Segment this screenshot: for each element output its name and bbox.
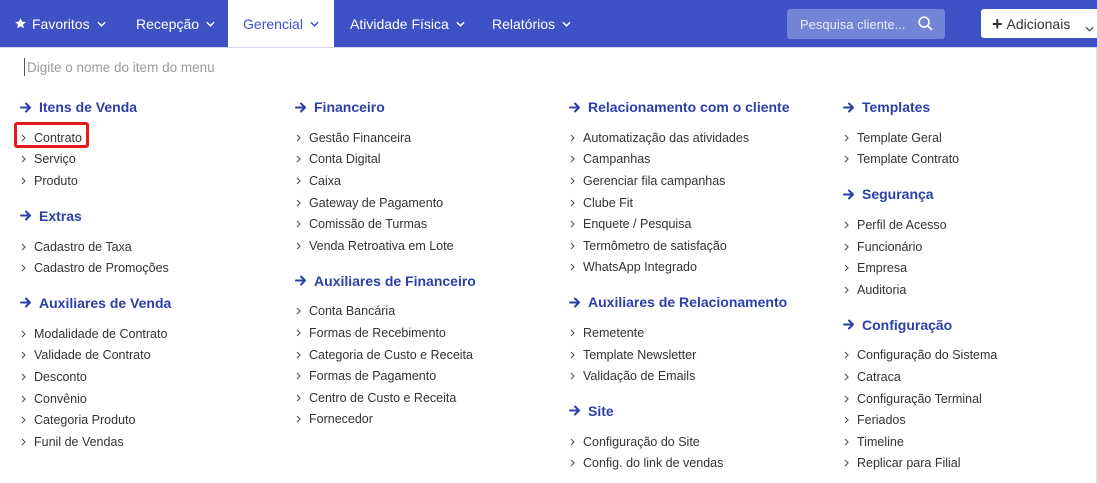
arrow-right-icon — [20, 102, 32, 113]
menu-item-label: Categoria de Custo e Receita — [309, 347, 473, 362]
menu-item-gerenciar-fila-campanhas[interactable] — [569, 170, 790, 192]
chevron-right-icon — [844, 395, 857, 403]
chevron-right-icon — [570, 372, 583, 380]
menu-item-gateway-de-pagamento[interactable] — [295, 192, 476, 214]
chevron-right-icon — [844, 243, 857, 251]
section-title-label: Auxiliares de Relacionamento — [588, 294, 788, 311]
chevron-right-icon — [296, 199, 309, 207]
section-gap — [843, 170, 997, 183]
nav-gerencial-label: Gerencial — [243, 16, 303, 32]
search-icon[interactable] — [917, 15, 934, 37]
menu-item-label: Gateway de Pagamento — [309, 195, 444, 210]
chevron-right-icon — [21, 264, 34, 272]
top-navbar — [0, 0, 1097, 47]
menu-item-label: Categoria Produto — [34, 413, 136, 428]
menu-item-comissao-de-turmas[interactable] — [295, 213, 476, 235]
chevron-right-icon — [296, 351, 309, 359]
menu-item-funil-de-vendas[interactable] — [20, 431, 171, 453]
menu-filter-input[interactable] — [24, 58, 527, 76]
menu-item-label: Perfil de Acesso — [857, 217, 947, 232]
menu-item-cadastro-de-promocoes[interactable] — [20, 257, 171, 279]
section-title-extras — [20, 205, 171, 227]
menu-item-label: Contrato — [34, 130, 82, 145]
menu-item-label: Formas de Pagamento — [309, 369, 437, 384]
chevron-right-icon — [570, 438, 583, 446]
menu-item-label: Enquete / Pesquisa — [583, 217, 692, 232]
section-title-label: Site — [588, 402, 614, 419]
chevron-right-icon — [21, 351, 34, 359]
menu-item-automatizacao-das-atividades[interactable] — [569, 127, 790, 149]
chevron-right-icon — [844, 373, 857, 381]
menu-item-conta-digital[interactable] — [295, 149, 476, 171]
chevron-right-icon — [21, 177, 34, 185]
menu-item-desconto[interactable] — [20, 366, 171, 388]
menu-column-3 — [569, 96, 790, 474]
menu-item-servico[interactable] — [20, 149, 171, 171]
section-title-relacionamento-com-o-cliente — [569, 96, 790, 118]
star-icon — [14, 17, 27, 30]
chevron-right-icon — [21, 416, 34, 424]
section-gap — [20, 279, 171, 292]
menu-item-label: Desconto — [34, 369, 87, 384]
menu-item-label: Formas de Recebimento — [309, 325, 446, 340]
section-gap — [569, 387, 790, 400]
menu-column-4 — [843, 96, 997, 474]
menu-item-venda-retroativa-em-lote[interactable] — [295, 235, 476, 257]
chevron-right-icon — [570, 459, 583, 467]
chevron-right-icon — [570, 199, 583, 207]
menu-item-label: Cadastro de Promoções — [34, 261, 169, 276]
nav-gerencial[interactable] — [228, 0, 334, 48]
menu-item-template-geral[interactable] — [843, 127, 997, 149]
section-title-auxiliares-de-relacionamento — [569, 291, 790, 313]
menu-item-label: Catraca — [857, 369, 901, 384]
menu-item-label: Produto — [34, 173, 78, 188]
menu-item-configuracao-do-site[interactable] — [569, 431, 790, 453]
menu-item-label: Validade de Contrato — [34, 348, 151, 363]
arrow-right-icon — [569, 297, 581, 308]
nav-recepcao[interactable] — [136, 0, 215, 47]
menu-item-modalidade-de-contrato[interactable] — [20, 323, 171, 345]
section-title-configuracao — [843, 314, 997, 336]
menu-item-label: Configuração Terminal — [857, 391, 982, 406]
section-title-label: Financeiro — [314, 99, 385, 115]
menu-item-label: Funcionário — [857, 239, 923, 254]
menu-item-enquete-pesquisa[interactable] — [569, 213, 790, 235]
menu-item-label: Serviço — [34, 152, 76, 167]
menu-item-config-do-link-de-vendas[interactable] — [569, 453, 790, 475]
nav-relatorios-label: Relatórios — [492, 15, 556, 32]
chevron-right-icon — [570, 134, 583, 142]
menu-item-label: Modalidade de Contrato — [34, 326, 168, 341]
section-title-label: Configuração — [862, 316, 953, 333]
arrow-right-icon — [569, 102, 581, 113]
section-gap — [295, 257, 476, 270]
menu-item-label: Gestão Financeira — [309, 130, 412, 145]
nav-favoritos[interactable] — [14, 0, 106, 47]
section-title-label: Auxiliares de Venda — [39, 294, 172, 311]
nav-recepcao-label: Recepção — [136, 15, 200, 32]
menu-item-label: Template Geral — [857, 130, 942, 145]
chevron-right-icon — [570, 351, 583, 359]
chevron-right-icon — [296, 220, 309, 228]
menu-item-label: Template Contrato — [857, 152, 960, 167]
menu-item-label: WhatsApp Integrado — [583, 260, 697, 275]
menu-item-label: Remetente — [583, 325, 645, 340]
chevron-right-icon — [844, 134, 857, 142]
menu-item-configuracao-do-sistema[interactable] — [843, 345, 997, 367]
nav-atividade-fisica[interactable] — [350, 0, 465, 47]
chevron-right-icon — [296, 242, 309, 250]
chevron-right-icon — [844, 264, 857, 272]
arrow-right-icon — [843, 319, 855, 330]
section-title-label: Templates — [862, 99, 931, 115]
chevron-right-icon — [21, 373, 34, 381]
chevron-right-icon — [570, 242, 583, 250]
chevron-right-icon — [296, 155, 309, 163]
menu-column-1 — [20, 96, 171, 453]
chevron-right-icon — [296, 134, 309, 142]
menu-item-perfil-de-acesso[interactable] — [843, 214, 997, 236]
arrow-right-icon — [569, 405, 581, 416]
menu-item-label: Funil de Vendas — [34, 434, 124, 449]
section-title-label: Extras — [39, 207, 82, 224]
arrow-right-icon — [20, 210, 32, 221]
nav-favoritos-label: Favoritos — [32, 15, 90, 32]
menu-item-timeline[interactable] — [843, 431, 997, 453]
chevron-down-icon — [206, 21, 215, 27]
menu-item-clube-fit[interactable] — [569, 192, 790, 214]
arrow-right-icon — [20, 297, 32, 308]
menu-item-convenio[interactable] — [20, 388, 171, 410]
menu-item-conta-bancaria[interactable] — [295, 301, 476, 323]
menu-item-formas-de-pagamento[interactable] — [295, 365, 476, 387]
menu-item-label: Clube Fit — [583, 195, 634, 210]
menu-item-funcionario[interactable] — [843, 236, 997, 258]
menu-item-whatsapp-integrado[interactable] — [569, 257, 790, 279]
menu-item-validade-de-contrato[interactable] — [20, 345, 171, 367]
chevron-right-icon — [844, 416, 857, 424]
chevron-down-icon — [562, 21, 571, 27]
menu-item-centro-de-custo-e-receita[interactable] — [295, 387, 476, 409]
menu-item-label: Gerenciar fila campanhas — [583, 173, 726, 188]
section-title-itens-de-venda — [20, 96, 171, 118]
menu-item-label: Feriados — [857, 413, 906, 428]
section-title-seguranca — [843, 183, 997, 205]
chevron-right-icon — [21, 243, 34, 251]
plus-icon: + — [992, 13, 1003, 34]
chevron-right-icon — [296, 177, 309, 185]
arrow-right-icon — [843, 189, 855, 200]
menu-item-label: Centro de Custo e Receita — [309, 390, 457, 405]
menu-item-label: Campanhas — [583, 152, 651, 167]
menu-item-validacao-de-emails[interactable] — [569, 365, 790, 387]
menu-item-label: Convênio — [34, 391, 87, 406]
menu-item-label: Comissão de Turmas — [309, 217, 428, 232]
navbar-divider — [0, 47, 1097, 48]
menu-item-label: Validação de Emails — [583, 369, 696, 384]
chevron-right-icon — [570, 177, 583, 185]
chevron-right-icon — [296, 329, 309, 337]
menu-column-2 — [295, 96, 476, 430]
menu-item-feriados[interactable] — [843, 409, 997, 431]
menu-item-categoria-produto[interactable] — [20, 409, 171, 431]
chevron-right-icon — [21, 330, 34, 338]
section-title-site — [569, 400, 790, 422]
menu-item-replicar-para-filial[interactable] — [843, 453, 997, 475]
chevron-right-icon — [844, 438, 857, 446]
chevron-right-icon — [570, 263, 583, 271]
chevron-right-icon — [21, 395, 34, 403]
section-title-templates — [843, 96, 997, 118]
adicionais-label: Adicionais — [1006, 15, 1071, 32]
menu-item-label: Timeline — [857, 434, 904, 449]
section-title-financeiro — [295, 96, 476, 118]
menu-item-label: Configuração do Site — [583, 434, 700, 449]
chevron-right-icon — [844, 286, 857, 294]
menu-item-label: Cadastro de Taxa — [34, 239, 132, 254]
nav-relatorios[interactable] — [492, 0, 571, 47]
adicionais-button[interactable] — [981, 9, 1097, 38]
nav-atividade-label: Atividade Física — [350, 15, 449, 32]
chevron-right-icon — [844, 459, 857, 467]
menu-item-categoria-de-custo-e-receita[interactable] — [295, 344, 476, 366]
menu-item-label: Configuração do Sistema — [857, 348, 998, 363]
menu-item-formas-de-recebimento[interactable] — [295, 322, 476, 344]
section-title-auxiliares-de-financeiro — [295, 270, 476, 292]
chevron-down-icon — [97, 21, 106, 27]
arrow-right-icon — [295, 275, 307, 286]
arrow-right-icon — [843, 102, 855, 113]
menu-item-empresa[interactable] — [843, 257, 997, 279]
menu-item-auditoria[interactable] — [843, 279, 997, 301]
menu-item-label: Auditoria — [857, 282, 907, 297]
client-search-input[interactable] — [798, 16, 920, 33]
menu-item-label: Venda Retroativa em Lote — [309, 238, 454, 253]
menu-item-label: Replicar para Filial — [857, 456, 961, 471]
menu-item-label: Empresa — [857, 261, 908, 276]
chevron-down-icon — [456, 21, 465, 27]
chevron-down-icon — [310, 21, 319, 27]
menu-item-label: Template Newsletter — [583, 347, 697, 362]
menu-item-produto[interactable] — [20, 170, 171, 192]
section-title-label: Itens de Venda — [39, 99, 138, 115]
menu-item-caixa[interactable] — [295, 170, 476, 192]
chevron-right-icon — [570, 155, 583, 163]
section-gap — [20, 192, 171, 205]
chevron-right-icon — [296, 372, 309, 380]
menu-item-label: Termômetro de satisfação — [583, 238, 727, 253]
chevron-right-icon — [296, 415, 309, 423]
menu-item-label: Conta Digital — [309, 152, 381, 167]
chevron-down-icon — [1085, 19, 1094, 35]
section-title-auxiliares-de-venda — [20, 292, 171, 314]
menu-item-label: Conta Bancária — [309, 304, 396, 319]
chevron-right-icon — [844, 351, 857, 359]
chevron-right-icon — [844, 155, 857, 163]
menu-item-cadastro-de-taxa[interactable] — [20, 236, 171, 258]
menu-item-template-contrato[interactable] — [843, 149, 997, 171]
menu-item-label: Config. do link de vendas — [583, 456, 724, 471]
section-title-label: Relacionamento com o cliente — [588, 99, 790, 115]
chevron-right-icon — [570, 329, 583, 337]
menu-item-fornecedor[interactable] — [295, 409, 476, 431]
chevron-right-icon — [570, 220, 583, 228]
section-title-label: Auxiliares de Financeiro — [314, 272, 476, 289]
chevron-right-icon — [844, 221, 857, 229]
menu-item-template-newsletter[interactable] — [569, 344, 790, 366]
menu-item-campanhas[interactable] — [569, 149, 790, 171]
section-title-label: Segurança — [862, 186, 934, 203]
chevron-right-icon — [21, 438, 34, 446]
menu-item-label: Automatização das atividades — [583, 130, 750, 145]
highlight-annotation — [14, 122, 89, 148]
chevron-right-icon — [296, 307, 309, 315]
chevron-right-icon — [21, 155, 34, 163]
menu-item-label: Fornecedor — [309, 412, 373, 427]
menu-item-catraca[interactable] — [843, 366, 997, 388]
chevron-right-icon — [296, 394, 309, 402]
client-search — [787, 9, 945, 39]
menu-item-label: Caixa — [309, 173, 341, 188]
section-gap — [569, 278, 790, 291]
arrow-right-icon — [295, 102, 307, 113]
menu-item-gestao-financeira[interactable] — [295, 127, 476, 149]
menu-item-configuracao-terminal[interactable] — [843, 388, 997, 410]
menu-item-termometro-de-satisfacao[interactable] — [569, 235, 790, 257]
menu-item-remetente[interactable] — [569, 322, 790, 344]
section-gap — [843, 301, 997, 314]
